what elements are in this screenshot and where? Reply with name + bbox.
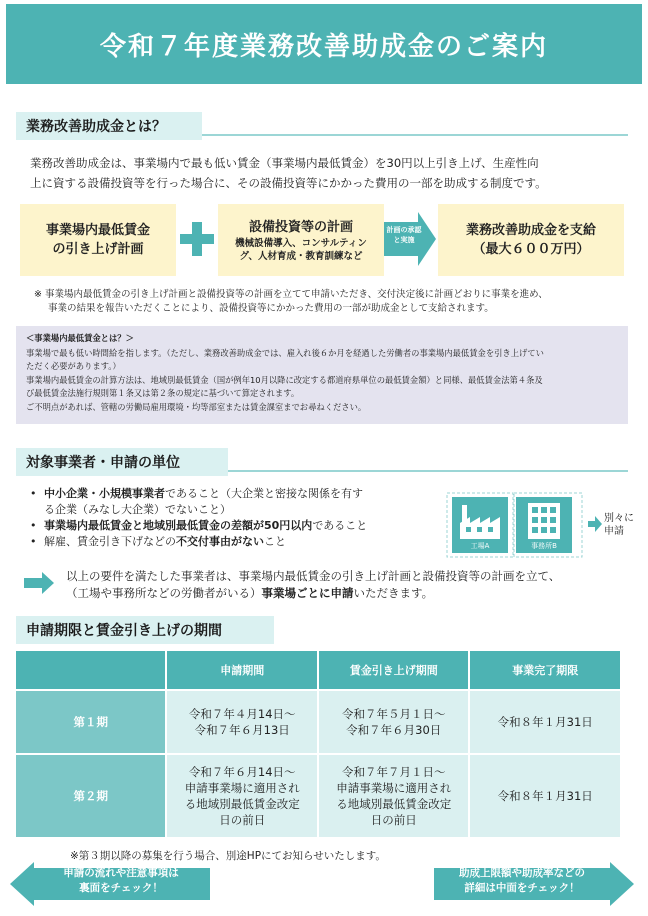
table-cell xyxy=(166,690,318,754)
separate-application-label xyxy=(604,512,634,538)
text: 申請 xyxy=(604,526,624,537)
cell-line: 申請事業場に適用され xyxy=(184,781,300,795)
period-cell: 第１期 xyxy=(15,690,166,754)
table-cell xyxy=(166,754,318,838)
section-title-about: 業務改善助成金とは？ xyxy=(16,112,202,140)
nav-text: 裏面をチェック！ xyxy=(79,882,163,894)
list-item xyxy=(30,518,440,534)
cell-line: 申請事業場に適用され xyxy=(336,781,452,795)
text: いただきます。 xyxy=(353,586,434,600)
table-header-row xyxy=(15,650,621,690)
section-title-schedule: 申請期限と賃金引き上げの期間 xyxy=(16,616,274,644)
bold-text: と xyxy=(132,519,143,532)
cell-line: 日の前日 xyxy=(370,813,417,827)
period-cell: 第２期 xyxy=(15,754,166,838)
flow-text: 設備投資等の計画 xyxy=(248,219,353,235)
text: こと xyxy=(264,535,286,548)
text: 以上の要件を満たした事業者は、事業場内最低賃金の引き上げ計画と設備投資等の計画を立て、 xyxy=(66,569,561,583)
table-row xyxy=(15,690,621,754)
arrow-right-icon xyxy=(588,516,602,532)
cell-line: 日の前日 xyxy=(219,813,266,827)
schedule-note: ※第３期以降の募集を行う場合、別途HPにてお知らせいたします。 xyxy=(70,850,386,862)
cell-line: 令和７年６月13日 xyxy=(194,723,290,737)
factory-label: 工場A xyxy=(470,542,490,550)
flow-text: （最大６００万円） xyxy=(472,242,590,257)
flow-arrow-text: と実施 xyxy=(393,236,415,244)
note-line: 事業の結果を報告いただくことにより、設備投資等にかかった費用の一部が助成金として支給されます。 xyxy=(48,303,494,314)
flow-box-investment-plan xyxy=(218,204,384,276)
section-divider xyxy=(202,134,628,136)
section-divider xyxy=(228,470,628,472)
cell-line: 令和７年７月１日～ xyxy=(341,765,446,779)
section-title-eligibility: 対象事業者・申請の単位 xyxy=(16,448,228,476)
text: 別々に xyxy=(604,513,634,524)
flow-text: 事業場内最低賃金 xyxy=(45,223,150,238)
definition-box xyxy=(16,326,628,424)
list-item xyxy=(30,534,440,550)
bold-text: 事業場内最低賃金 xyxy=(44,519,132,532)
definition-line: び最低賃金法施行規則第１条又は第２条の規定に基づいて算定されます。 xyxy=(26,388,300,398)
cell-line: 令和７年６月30日 xyxy=(346,723,442,737)
page-title: 令和７年度業務改善助成金のご案内 xyxy=(99,31,548,62)
flow-note xyxy=(34,288,624,316)
arrow-right-icon xyxy=(24,572,54,594)
definition-line: 事業場で最も低い時間給を指します。（ただし、業務改善助成金では、雇入れ後６か月を経過した労働者の事業場内最低賃金を引き上げてい xyxy=(26,347,544,358)
page-header xyxy=(6,4,642,84)
flow-text: の引き上げ計画 xyxy=(52,242,144,257)
table-cell: 令和８年１月31日 xyxy=(469,690,621,754)
definition-line: ご不明点があれば、管轄の労働局雇用環境・均等部室または賃金課室までお尋ねください。 xyxy=(26,401,367,412)
table-header-empty xyxy=(15,650,166,690)
application-unit-text xyxy=(66,568,636,602)
bold-text: 事業場ごとに申請 xyxy=(261,586,354,600)
text: る企業（みなし大企業）でないこと） xyxy=(44,503,231,516)
flow-arrow-label xyxy=(384,225,424,245)
intro-line: 上に資する設備投資等を行った場合に、その設備投資等にかかった費用の一部を助成する制度です。 xyxy=(30,176,547,190)
cell-line: 令和７年５月１日～ xyxy=(341,707,446,721)
definition-line: 事業場内最低賃金の計算方法は、地域別最低賃金（国が例年10月以降に改定する都道府県単位の最低賃金額）と同様、最低賃金法第４条及 xyxy=(26,374,543,385)
definition-line: ただく必要があります。） xyxy=(26,361,121,371)
plus-icon xyxy=(180,222,214,256)
cell-line: る地域別最低賃金改定 xyxy=(184,797,300,811)
list-item xyxy=(30,486,440,518)
table-header: 申請期間 xyxy=(166,650,318,690)
text: であること xyxy=(312,519,368,532)
back-page-nav-label[interactable] xyxy=(36,866,206,896)
flow-box-grant xyxy=(438,204,624,276)
nav-text: 助成上限額や助成率などの xyxy=(459,867,585,879)
intro-line: 業務改善助成金は、事業場内で最も低い賃金（事業場内最低賃金）を30円以上引き上げ、生産性向 xyxy=(30,156,539,170)
intro-text xyxy=(30,153,630,193)
table-cell xyxy=(318,754,470,838)
bold-text: 地域別最低賃金の差額が50円以内 xyxy=(143,519,313,532)
note-line: ※ 事業場内最低賃金の引き上げ計画と設備投資等の計画を立てて申請いただき、交付決定後に計画どおりに事業を進め、 xyxy=(34,289,548,300)
middle-page-nav-label[interactable] xyxy=(436,866,608,896)
bold-text: 不交付事由がない xyxy=(176,535,264,548)
text: 解雇、賃金引き下げなどの xyxy=(44,535,176,548)
flow-text: 業務改善助成金を支給 xyxy=(465,223,596,238)
eligibility-list xyxy=(30,486,440,550)
bold-text: 中小企業・小規模事業者 xyxy=(44,487,165,500)
nav-text: 申請の流れや注意事項は xyxy=(63,867,179,879)
table-cell: 令和８年１月31日 xyxy=(469,754,621,838)
definition-title: ＜事業場内最低賃金とは？＞ xyxy=(26,333,134,343)
nav-text: 詳細は中面をチェック！ xyxy=(464,882,580,894)
table-header: 賃金引き上げ期間 xyxy=(318,650,470,690)
office-label: 事務所B xyxy=(531,542,557,550)
flow-box-wage-plan xyxy=(20,204,176,276)
table-row xyxy=(15,754,621,838)
flow-subtext: 機械設備導入、コンサルティン xyxy=(235,237,367,249)
cell-line: 令和７年４月14日～ xyxy=(188,707,296,721)
table-header: 事業完了期限 xyxy=(469,650,621,690)
flow-arrow-text: 計画の承認 xyxy=(386,226,422,234)
cell-line: る地域別最低賃金改定 xyxy=(336,797,452,811)
flow-subtext: グ、人材育成・教育訓練など xyxy=(239,250,363,262)
table-cell xyxy=(318,690,470,754)
text: であること（大企業と密接な関係を有す xyxy=(165,487,363,500)
cell-line: 令和７年６月14日～ xyxy=(188,765,296,779)
schedule-table xyxy=(14,649,622,839)
text: （工場や事務所などの労働者がいる） xyxy=(66,586,262,600)
